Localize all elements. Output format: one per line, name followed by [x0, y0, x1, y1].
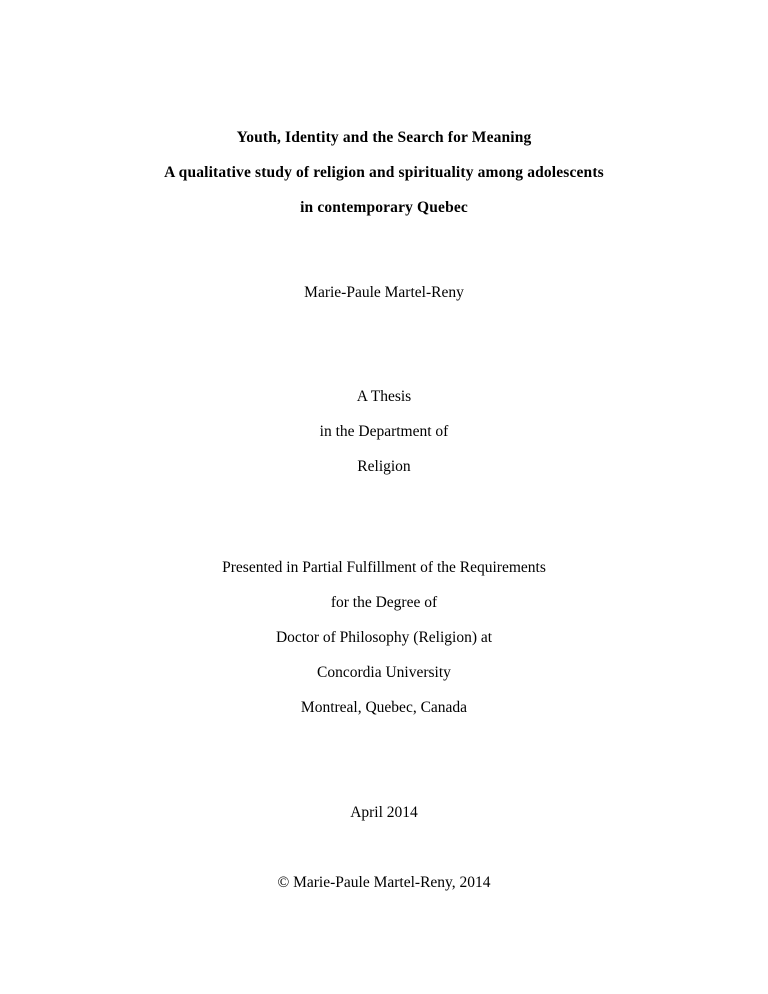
copyright-notice: © Marie-Paule Martel-Reny, 2014	[277, 874, 491, 891]
institution-location: Montreal, Quebec, Canada	[300, 699, 468, 716]
thesis-title	[0, 120, 768, 225]
author-block	[0, 275, 768, 310]
department-label: in the Department of	[319, 423, 449, 440]
degree-line-1: Presented in Partial Fulfillment of the Requirements	[222, 559, 546, 576]
publication-date: April 2014	[350, 804, 418, 821]
thesis-department-block	[0, 379, 768, 484]
degree-statement-block	[0, 550, 768, 725]
degree-line-3: Doctor of Philosophy (Religion) at	[275, 629, 493, 646]
department-name: Religion	[357, 458, 411, 475]
copyright-block	[0, 865, 768, 900]
title-line-2: A qualitative study of religion and spirituality among adolescents	[164, 164, 604, 181]
thesis-label: A Thesis	[356, 388, 412, 405]
publication-date-block	[0, 795, 768, 830]
title-line-3: in contemporary Quebec	[300, 199, 468, 216]
degree-line-2: for the Degree of	[330, 594, 438, 611]
institution-name: Concordia University	[317, 664, 451, 681]
title-line-1: Youth, Identity and the Search for Meaning	[236, 129, 532, 146]
author-name: Marie-Paule Martel-Reny	[304, 284, 464, 301]
